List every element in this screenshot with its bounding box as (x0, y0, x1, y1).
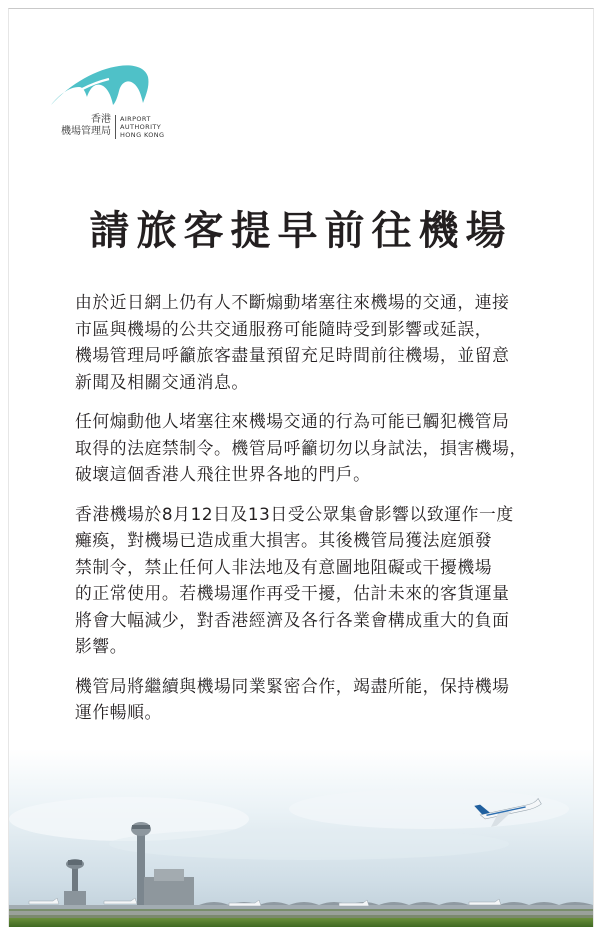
paragraph-2: 任何煽動他人堵塞往來機場交通的行為可能已觸犯機管局 取得的法庭禁制令。機管局呼籲切勿以身試法，損害機場， 破壞這個香港人飛往世界各地的門戶。 (75, 411, 527, 484)
logo-divider (115, 115, 116, 139)
paragraph-1: 由於近日網上仍有人不斷煽動堵塞往來機場的交通，連接 市區與機場的公共交通服務可能隨時受到影響或延誤， 機場管理局呼籲旅客盡量預留充足時間前往機場，並留意 新聞及相關交通消息。 (75, 292, 510, 392)
paragraph-4: 機管局將繼續與機場同業緊密合作，竭盡所能，保持機場 運作暢順。 (75, 675, 510, 722)
logo-english-name: AIRPORT AUTHORITY HONG KONG (120, 115, 165, 139)
logo-chinese-name: 香港 機場管理局 (61, 114, 111, 137)
airport-photo (9, 749, 593, 927)
page-title: 請旅客提早前往機場 (89, 207, 513, 254)
notice-page (8, 8, 594, 927)
airport-authority-swoosh-icon (49, 61, 151, 111)
notice-body (75, 289, 535, 739)
airport-authority-logo (49, 61, 209, 151)
paragraph-3: 香港機場於8月12日及13日受公眾集會影響以致運作一度 癱瘓，對機場已造成重大損害。其後機管局獲法庭頒發 禁制令，禁止任何人非法地及有意圖地阻礙或干擾機場 的正常使用。若機場運作再受干擾，估計未來的客貨運量 將會大幅減少，對香港經濟及各行各業會構成重大的負面 影響。 (75, 503, 514, 656)
